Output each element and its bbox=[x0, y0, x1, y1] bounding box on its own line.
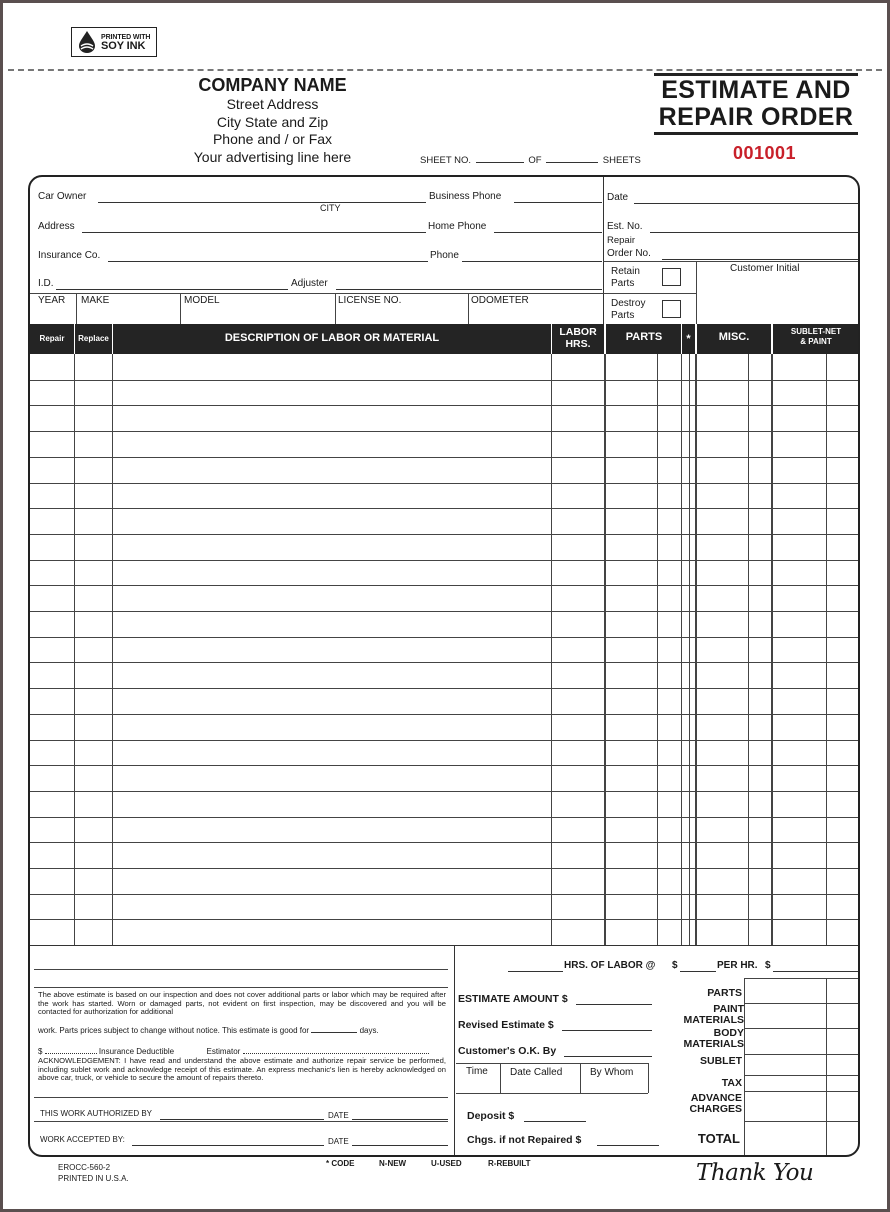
total-body-label bbox=[670, 1028, 744, 1050]
totals-row-line bbox=[744, 1091, 860, 1092]
total-labor-dollar: $ bbox=[765, 960, 771, 971]
days-label: days. bbox=[359, 1026, 379, 1035]
authorized-date-label: DATE bbox=[328, 1111, 349, 1120]
vehicle-divider bbox=[335, 293, 336, 324]
disclaimer-text: The above estimate is based on our inspection and does not cover additional parts or labor which may be required after the work has started. Worn or damaged parts, not evident on first inspection, may be discovered and you will be contacted for authorization for additional bbox=[38, 990, 446, 1017]
vehicle-divider bbox=[468, 293, 469, 324]
insurance-label: Insurance Co. bbox=[38, 250, 101, 261]
sheet-total-field[interactable] bbox=[546, 162, 598, 163]
grid-column-line bbox=[657, 354, 658, 945]
customer-ok-field[interactable] bbox=[564, 1056, 652, 1057]
grand-total-label: TOTAL bbox=[697, 1131, 740, 1146]
grid-row-line bbox=[30, 380, 860, 381]
total-labor-field[interactable] bbox=[773, 971, 858, 972]
estimate-amount-label: ESTIMATE AMOUNT $ bbox=[458, 993, 568, 1005]
totals-row-line bbox=[744, 1121, 860, 1122]
estimate-amount-field[interactable] bbox=[576, 1004, 652, 1005]
columns-header bbox=[30, 324, 860, 354]
grid-row-line bbox=[30, 405, 860, 406]
company-tagline: Your advertising line here bbox=[193, 148, 352, 165]
vehicle-divider bbox=[76, 293, 77, 324]
grid-column-line bbox=[74, 354, 75, 945]
totals-row-line bbox=[744, 1075, 860, 1076]
home-phone-field[interactable] bbox=[494, 232, 602, 233]
total-advance-line2: CHARGES bbox=[689, 1103, 742, 1115]
grid-column-line bbox=[771, 354, 773, 945]
perforation-line bbox=[8, 69, 882, 71]
hdr-divider bbox=[695, 324, 697, 354]
totals-grid-top bbox=[744, 978, 860, 979]
grid-row-line bbox=[30, 817, 860, 818]
adjuster-field[interactable] bbox=[336, 289, 602, 290]
deposit-field[interactable] bbox=[524, 1121, 586, 1122]
total-parts-label: PARTS bbox=[707, 987, 742, 999]
authorized-label: THIS WORK AUTHORIZED BY bbox=[40, 1109, 153, 1118]
total-paint-line1: PAINT bbox=[713, 1003, 744, 1015]
time-label: Time bbox=[466, 1066, 488, 1077]
call-box-bottom bbox=[456, 1093, 648, 1094]
hdr-divider bbox=[551, 324, 552, 354]
totals-grid-split bbox=[826, 978, 827, 1157]
company-block bbox=[160, 75, 385, 166]
col-code: * bbox=[686, 333, 691, 345]
sheet-no-row bbox=[420, 155, 641, 166]
deductible-label: Insurance Deductible bbox=[98, 1047, 175, 1056]
date-label: Date bbox=[607, 192, 629, 203]
call-box-divider bbox=[648, 1063, 649, 1093]
form-title-line-2: REPAIR ORDER bbox=[658, 103, 854, 131]
license-label: LICENSE NO. bbox=[338, 295, 402, 306]
grid-column-line bbox=[695, 354, 697, 945]
order-no-label: Order No. bbox=[607, 248, 651, 259]
total-advance-label bbox=[670, 1093, 742, 1115]
lower-section-top bbox=[30, 945, 860, 946]
grid-row-line bbox=[30, 560, 860, 561]
legend-rebuilt: R-REBUILT bbox=[488, 1159, 531, 1168]
model-label: MODEL bbox=[184, 295, 220, 306]
id-label: I.D. bbox=[38, 278, 54, 289]
customer-ok-label: Customer's O.K. By bbox=[458, 1045, 557, 1057]
legend-code: * CODE bbox=[326, 1159, 355, 1168]
date-field[interactable] bbox=[634, 203, 858, 204]
rate-dollar: $ bbox=[672, 960, 678, 971]
company-phone: Phone and / or Fax bbox=[212, 131, 333, 147]
company-street: Street Address bbox=[226, 96, 319, 112]
grid-row-line bbox=[30, 585, 860, 586]
call-box-divider bbox=[500, 1063, 501, 1093]
thank-you-script: Thank You bbox=[696, 1160, 814, 1186]
destroy-label: Destroy bbox=[611, 298, 646, 309]
grid-row-line bbox=[30, 868, 860, 869]
estimator-label: Estimator bbox=[206, 1047, 241, 1056]
phone-field[interactable] bbox=[462, 261, 602, 262]
sheet-of-label: OF bbox=[528, 155, 542, 166]
acknowledgement-text: ACKNOWLEDGEMENT: I have read and understand the above estimate and authorize repair service be performed, including sublet work and acknowledge receipt of this estimate. An express mechanic's lien is hereby acknowledged on above car, truck, or vehicle to secure the amount of repairs thereto. bbox=[38, 1056, 446, 1083]
accepted-date-field[interactable] bbox=[352, 1145, 448, 1146]
revised-field[interactable] bbox=[562, 1030, 652, 1031]
revised-label: Revised Estimate $ bbox=[458, 1019, 554, 1031]
retain-parts-label: Parts bbox=[611, 278, 635, 289]
total-paint-line2: MATERIALS bbox=[683, 1014, 744, 1026]
company-name: COMPANY NAME bbox=[198, 75, 347, 95]
col-repair: Repair bbox=[39, 334, 65, 343]
col-replace: Replace bbox=[78, 334, 109, 343]
customer-initial-label: Customer Initial bbox=[730, 263, 800, 274]
form-title bbox=[654, 73, 858, 135]
id-field[interactable] bbox=[56, 289, 288, 290]
vehicle-row-top bbox=[30, 293, 604, 294]
totals-row-line bbox=[744, 1054, 860, 1055]
authorized-date-field[interactable] bbox=[352, 1119, 448, 1120]
chgs-field[interactable] bbox=[597, 1145, 659, 1146]
soy-ink-badge bbox=[71, 27, 157, 57]
totals-row-line bbox=[744, 1028, 860, 1029]
destroy-parts-label: Parts bbox=[611, 310, 635, 321]
car-owner-label: Car Owner bbox=[38, 191, 87, 202]
insurance-field[interactable] bbox=[108, 261, 428, 262]
destroy-parts-checkbox[interactable] bbox=[662, 300, 681, 318]
info-divider bbox=[603, 177, 604, 324]
chgs-label: Chgs. if not Repaired $ bbox=[467, 1134, 582, 1146]
grid-row-line bbox=[30, 637, 860, 638]
deductible-field[interactable] bbox=[45, 1053, 97, 1054]
grid-row-line bbox=[30, 714, 860, 715]
business-phone-label: Business Phone bbox=[429, 191, 502, 202]
est-no-field[interactable] bbox=[650, 232, 858, 233]
badge-line-2: SOY INK bbox=[101, 40, 146, 52]
hdr-divider bbox=[112, 324, 113, 354]
grid-row-line bbox=[30, 611, 860, 612]
grid-row-line bbox=[30, 457, 860, 458]
year-label: YEAR bbox=[38, 295, 66, 306]
col-sublet: SUBLET-NET bbox=[790, 327, 842, 336]
grid-row-line bbox=[30, 740, 860, 741]
grid-row-line bbox=[30, 688, 860, 689]
repair-label: Repair bbox=[607, 235, 635, 246]
phone-label: Phone bbox=[430, 250, 459, 261]
grid-row-line bbox=[30, 534, 860, 535]
make-label: MAKE bbox=[81, 295, 110, 306]
form-title-line-1: ESTIMATE AND bbox=[661, 76, 851, 104]
accepted-date-label: DATE bbox=[328, 1137, 349, 1146]
address-field[interactable] bbox=[82, 232, 426, 233]
deductible-dollar: $ bbox=[38, 1047, 43, 1056]
total-sublet-label: SUBLET bbox=[700, 1055, 742, 1067]
call-box-divider bbox=[580, 1063, 581, 1093]
rate-field[interactable] bbox=[680, 971, 716, 972]
notes-line bbox=[34, 969, 448, 970]
vehicle-divider bbox=[180, 293, 181, 324]
hdr-divider bbox=[771, 324, 773, 354]
lower-divider bbox=[454, 945, 455, 1157]
per-hr-label: PER HR. bbox=[717, 960, 758, 971]
total-tax-label: TAX bbox=[721, 1077, 742, 1089]
total-body-line2: MATERIALS bbox=[683, 1038, 744, 1050]
col-labor: LABOR bbox=[559, 326, 597, 338]
soy-drop-icon bbox=[76, 30, 98, 54]
total-body-line1: BODY bbox=[713, 1027, 744, 1039]
adjuster-label: Adjuster bbox=[291, 278, 328, 289]
deposit-label: Deposit $ bbox=[467, 1110, 515, 1122]
grid-column-line bbox=[748, 354, 749, 945]
hdr-divider bbox=[604, 324, 606, 354]
hrs-labor-field[interactable] bbox=[508, 971, 563, 972]
legend-used: U-USED bbox=[431, 1159, 462, 1168]
city-label: CITY bbox=[320, 203, 341, 213]
home-phone-label: Home Phone bbox=[428, 221, 487, 232]
col-misc: MISC. bbox=[718, 331, 750, 343]
grid-column-line bbox=[112, 354, 113, 945]
by-whom-label: By Whom bbox=[590, 1067, 634, 1078]
total-paint-label bbox=[670, 1004, 744, 1026]
call-box-top bbox=[456, 1063, 648, 1064]
business-phone-field[interactable] bbox=[514, 202, 602, 203]
grid-row-line bbox=[30, 662, 860, 663]
grid-row-line bbox=[30, 842, 860, 843]
col-labor-hrs: HRS. bbox=[565, 338, 591, 350]
company-city: City State and Zip bbox=[216, 113, 329, 130]
retain-separator bbox=[603, 293, 697, 294]
accepted-field[interactable] bbox=[132, 1145, 324, 1146]
form-main-box bbox=[28, 175, 860, 1157]
grid-row-line bbox=[30, 919, 860, 920]
hdr-divider bbox=[74, 324, 75, 354]
grid-row-line bbox=[30, 894, 860, 895]
work-parts-row bbox=[38, 1027, 448, 1036]
col-parts: PARTS bbox=[625, 331, 663, 343]
serial-number: 001001 bbox=[733, 143, 797, 163]
badge-line-1: PRINTED WITH bbox=[101, 34, 151, 41]
date-called-label: Date Called bbox=[510, 1067, 563, 1078]
days-field[interactable] bbox=[311, 1032, 357, 1033]
car-owner-field[interactable] bbox=[98, 202, 426, 203]
totals-row-line bbox=[744, 1003, 860, 1004]
retain-parts-checkbox[interactable] bbox=[662, 268, 681, 286]
hrs-labor-label: HRS. OF LABOR @ bbox=[564, 960, 656, 971]
grid-row-line bbox=[30, 483, 860, 484]
notes-line bbox=[34, 987, 448, 988]
legend-new: N-NEW bbox=[379, 1159, 407, 1168]
retain-box-top bbox=[603, 261, 860, 262]
grid-row-line bbox=[30, 431, 860, 432]
grid-column-line bbox=[689, 354, 690, 945]
accepted-label: WORK ACCEPTED BY: bbox=[40, 1135, 125, 1144]
grid-row-line bbox=[30, 765, 860, 766]
grid-column-line bbox=[604, 354, 606, 945]
address-label: Address bbox=[38, 221, 75, 232]
totals-grid-left bbox=[744, 978, 745, 1157]
total-advance-line1: ADVANCE bbox=[690, 1092, 742, 1104]
work-parts-text: work. Parts prices subject to change without notice. This estimate is good for bbox=[38, 1026, 310, 1035]
col-sublet-paint: & PAINT bbox=[800, 337, 832, 346]
estimator-field[interactable] bbox=[243, 1053, 429, 1054]
sheets-label: SHEETS bbox=[602, 155, 641, 166]
grid-row-line bbox=[30, 791, 860, 792]
printed-in: PRINTED IN U.S.A. bbox=[58, 1174, 129, 1183]
form-code: EROCC-560-2 bbox=[58, 1163, 111, 1172]
grid-row-line bbox=[30, 508, 860, 509]
notes-line bbox=[34, 1097, 448, 1098]
col-description: DESCRIPTION OF LABOR OR MATERIAL bbox=[224, 332, 440, 344]
grid-column-line bbox=[681, 354, 682, 945]
hdr-divider bbox=[681, 324, 682, 354]
est-no-label: Est. No. bbox=[607, 221, 643, 232]
retain-label: Retain bbox=[611, 266, 640, 277]
grid-column-line bbox=[551, 354, 552, 945]
authorized-field[interactable] bbox=[160, 1119, 324, 1120]
order-no-field[interactable] bbox=[662, 259, 858, 260]
sheet-no-field[interactable] bbox=[476, 162, 524, 163]
grid-column-line bbox=[826, 354, 827, 945]
odometer-label: ODOMETER bbox=[471, 295, 529, 306]
sheet-no-label: SHEET NO. bbox=[420, 155, 472, 166]
notes-line bbox=[34, 1121, 448, 1122]
